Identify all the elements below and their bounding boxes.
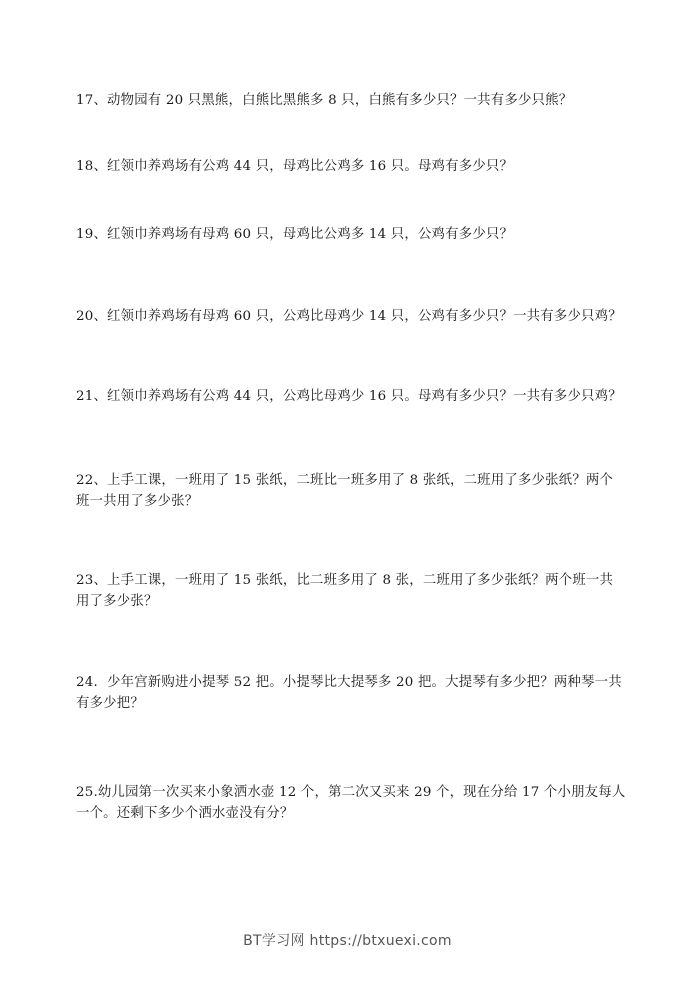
problem-24-line-1: 24．少年宫新购进小提琴 52 把。小提琴比大提琴多 20 把。大提琴有多少把？两种琴一共 bbox=[76, 675, 622, 690]
problem-25-line-2: 一个。还剩下多少个洒水壶没有分？ bbox=[76, 806, 294, 821]
problem-19-line-1: 19、红领巾养鸡场有母鸡 60 只，母鸡比公鸡多 14 只，公鸡有多少只？ bbox=[76, 227, 514, 242]
problem-23-line-2: 用了多少张？ bbox=[76, 594, 158, 609]
problem-21 bbox=[76, 386, 624, 407]
problem-25 bbox=[76, 782, 624, 824]
problem-17 bbox=[76, 90, 624, 111]
problem-25-line-1: 25.幼儿园第一次买来小象洒水壶 12 个，第二次又买来 29 个，现在分给 17 个小朋友每人 bbox=[76, 785, 626, 800]
problem-22-line-2: 班一共用了多少张？ bbox=[76, 494, 199, 509]
problem-24 bbox=[76, 672, 624, 714]
problem-20 bbox=[76, 306, 624, 327]
problem-20-line-1: 20、红领巾养鸡场有母鸡 60 只，公鸡比母鸡少 14 只，公鸡有多少只？一共有多少只鸡？ bbox=[76, 309, 622, 324]
problem-22-line-1: 22、上手工课，一班用了 15 张纸，二班比一班多用了 8 张纸，二班用了多少张纸？两个 bbox=[76, 473, 614, 488]
problem-23-line-1: 23、上手工课，一班用了 15 张纸，比二班多用了 8 张，二班用了多少张纸？两个班一共 bbox=[76, 573, 614, 588]
problem-19 bbox=[76, 224, 624, 245]
problem-17-line-1: 17、动物园有 20 只黑熊，白熊比黑熊多 8 只，白熊有多少只？一共有多少只熊？ bbox=[76, 93, 573, 108]
problem-24-line-2: 有多少把？ bbox=[76, 696, 144, 711]
problem-23 bbox=[76, 570, 624, 612]
problem-18 bbox=[76, 156, 624, 177]
problem-22 bbox=[76, 470, 624, 512]
problem-18-line-1: 18、红领巾养鸡场有公鸡 44 只，母鸡比公鸡多 16 只。母鸡有多少只？ bbox=[76, 159, 514, 174]
footer-watermark: BT学习网 https://btxuexi.com bbox=[243, 933, 452, 949]
problem-21-line-1: 21、红领巾养鸡场有公鸡 44 只，公鸡比母鸡少 16 只。母鸡有多少只？一共有多少只鸡？ bbox=[76, 389, 622, 404]
